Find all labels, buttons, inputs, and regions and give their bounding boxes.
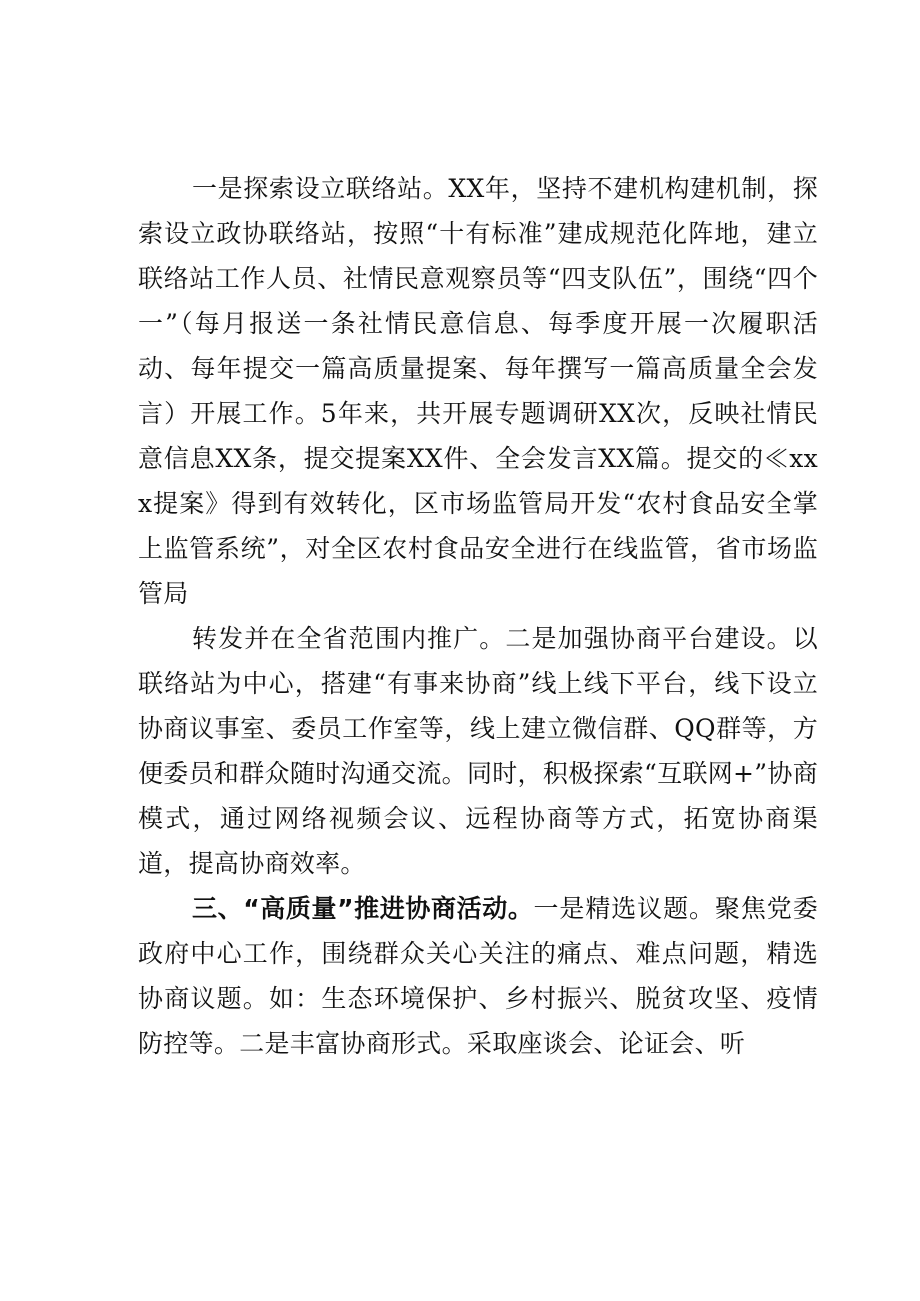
paragraph-liaison-station bbox=[138, 166, 818, 616]
paragraph-consultation-activities bbox=[138, 886, 818, 1066]
document-body bbox=[138, 166, 818, 1066]
paragraph-text: 一是探索设立联络站。XX年，坚持不建机构建机制，探索设立政协联络站，按照“十有标准”建成规范化阵地，建立联络站工作人员、社情民意观察员等“四支队伍”，围绕“四个一”（每月报送一条社情民意信息、每季度开展一次履职活动、每年提交一篇高质量提案、每年撰写一篇高质量全会发言）开展工作。5年来，共开展专题调研XX次，反映社情民意信息XX条，提交提案XX件、全会发言XX篇。提交的≪xxx提案》得到有效转化，区市场监管局开发“农村食品安全掌上监管系统”，对全区农村食品安全进行在线监管，省市场监管局 bbox=[138, 174, 818, 608]
paragraph-platform-building bbox=[138, 616, 818, 886]
paragraph-text: 转发并在全省范围内推广。二是加强协商平台建设。以联络站为中心，搭建“有事来协商”线上线下平台，线下设立协商议事室、委员工作室等，线上建立微信群、QQ群等，方便委员和群众随时沟通交流。同时，积极探索“互联网+”协商模式，通过网络视频会议、远程协商等方式，拓宽协商渠道，提高协商效率。 bbox=[138, 624, 818, 878]
paragraph-text: 一是精选议题。聚焦党委政府中心工作，围绕群众关心关注的痛点、难点问题，精选协商议题。如：生态环境保护、乡村振兴、脱贫攻坚、疫情防控等。二是丰富协商形式。采取座谈会、论证会、听 bbox=[138, 894, 818, 1058]
section-heading: 三、“高质量”推进协商活动。 bbox=[192, 894, 534, 923]
